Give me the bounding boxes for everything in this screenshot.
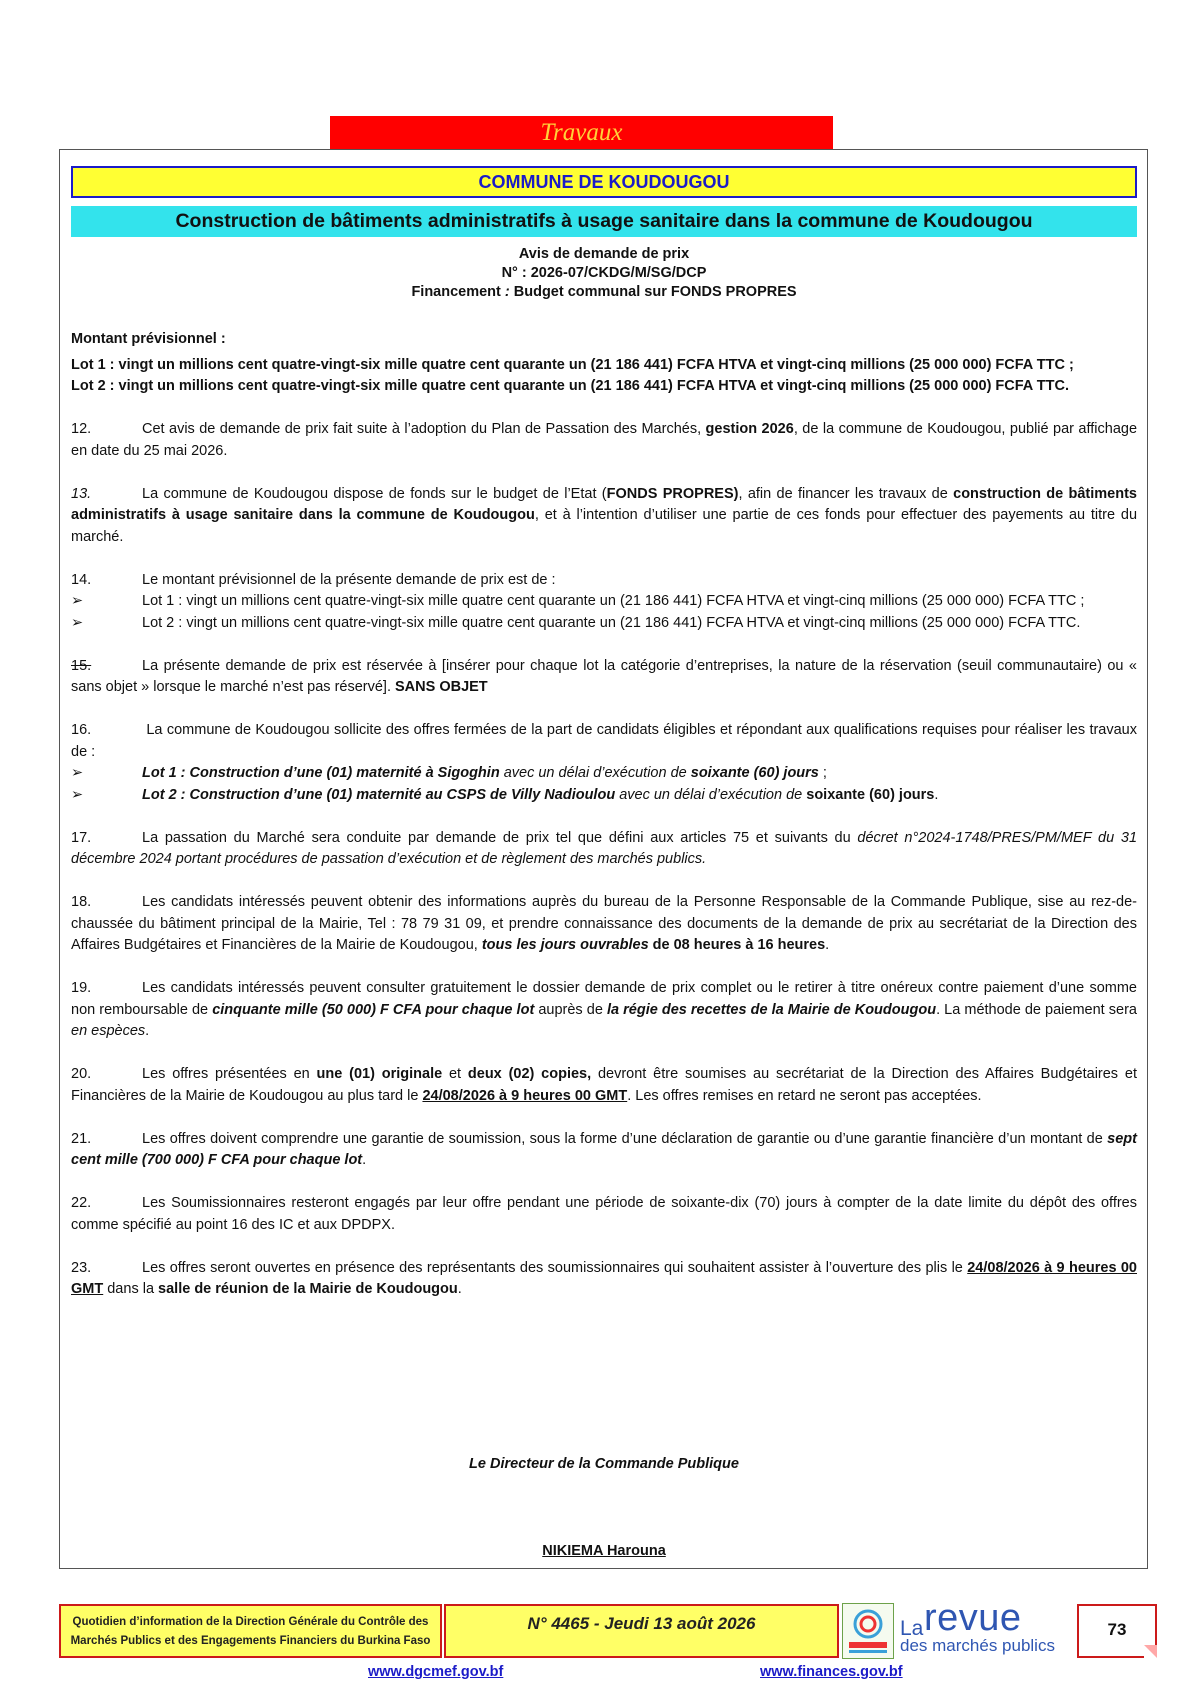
text-bold-italic: Lot 2 : Construction d’une (01) maternité au CSPS de Villy Nadioulou <box>142 786 616 803</box>
paragraph-23 <box>71 1258 1137 1301</box>
financing-value: Budget communal sur FONDS PROPRES <box>513 284 797 300</box>
text: Les candidats intéressés peuvent consulter gratuitement le dossier demande de prix complet ou le retirer à titre onéreux contre paiement d’une somme non remboursable de <box>71 980 1137 1018</box>
text: ; <box>818 765 827 781</box>
text: . <box>457 1281 462 1297</box>
page-number: 73 <box>1107 1620 1127 1639</box>
text-italic: avec un délai d’exécution de <box>499 765 691 781</box>
text: La commune de Koudougou dispose de fonds sur le budget de l’Etat ( <box>142 485 607 502</box>
text-bold-underline: 24/08/2026 à 9 heures 00 GMT <box>71 1259 1137 1297</box>
footer-issue: N° 4465 - Jeudi 13 août 2026 <box>444 1604 839 1658</box>
text: . <box>934 786 939 803</box>
text: Le montant prévisionnel de la présente demande de prix est de : <box>142 571 556 588</box>
text: Les offres présentées en <box>142 1066 317 1082</box>
paragraph-number: 20. <box>71 1066 92 1082</box>
text-bold: gestion 2026 <box>705 421 794 437</box>
text: auprès de <box>534 1001 607 1018</box>
text: Cet avis de demande de prix fait suite à l’adoption du Plan de Passation des Marchés, <box>142 421 706 437</box>
amount-lot2: Lot 2 : vingt un millions cent quatre-vingt-six mille quatre cent quarante un (21 186 441) FCFA HTVA et vingt-cinq millions (25 000 000) FCFA TTC. <box>71 378 1069 394</box>
paragraph-number: 21. <box>71 1130 92 1147</box>
text-bold: soixante (60) jours <box>806 786 935 803</box>
amount-lot1: Lot 1 : vingt un millions cent quatre-vingt-six mille quatre cent quarante un (21 186 441) FCFA HTVA et vingt-cinq millions (25 000 000) FCFA TTC ; <box>71 356 1074 373</box>
financing-label: Financement <box>411 284 501 300</box>
paragraph-number: 15. <box>71 657 92 674</box>
amount-label: Montant prévisionnel : <box>71 331 226 347</box>
paragraph-21 <box>71 1129 1137 1172</box>
paragraph-14 <box>71 570 1137 592</box>
paragraph-15 <box>71 656 1137 699</box>
arrow-bullet-icon: ➢ <box>71 614 84 631</box>
logo-revue: revue <box>924 1597 1022 1639</box>
notice-body <box>71 329 1137 1322</box>
text: . La méthode de paiement sera <box>936 1001 1137 1018</box>
text: Les candidats intéressés peuvent obtenir des informations auprès du bureau de la Personne Responsable de la Commande Publique, sise au rez-de-chaussée du bâtiment principal de la Mairie, Tel : 78 79 31 09, et prendre connaissance des documents de la demande de prix au secrétariat de la Direction des Affaires Budgétaires et Financières de la Mairie de Koudougou, <box>71 894 1137 953</box>
text-bold-italic: Lot 1 : Construction d’une (01) maternité à Sigoghin <box>142 765 500 781</box>
section-banner: Travaux <box>330 116 833 149</box>
paragraph-22 <box>71 1193 1137 1236</box>
paragraph-number: 23. <box>71 1259 92 1276</box>
text: La présente demande de prix est réservée à [insérer pour chaque lot la catégorie d’entreprises, la nature de la réservation (seuil communautaire) ou « sans objet » lorsque le marché n’est pas réservé]. <box>71 657 1137 695</box>
text-bold: de 08 heures à 16 heures <box>648 937 826 953</box>
text: La passation du Marché sera conduite par demande de prix tel que défini aux articles 75 et suivants du <box>142 829 858 846</box>
text: . Les offres remises en retard ne seront pas acceptées. <box>627 1087 982 1104</box>
text-bold-italic: soixante (60) jours <box>690 765 819 781</box>
text: Les offres doivent comprendre une garantie de soumission, sous la forme d’une déclaration de garantie ou d’une garantie financière d’un montant de <box>142 1130 1108 1147</box>
financing-sep: : <box>500 284 514 300</box>
dgcmef-emblem-icon <box>842 1603 894 1659</box>
arrow-bullet-icon: ➢ <box>71 786 84 803</box>
paragraph-13 <box>71 484 1137 549</box>
text-bold-italic: sept cent mille (700 000) F CFA pour chaque lot <box>71 1130 1137 1168</box>
arrow-bullet-icon: ➢ <box>71 765 84 781</box>
text: devront être soumises au secrétariat de la Direction des Affaires Budgétaires et Financières de la Mairie de Koudougou au plus tard le <box>71 1066 1137 1104</box>
text: , afin de financer les travaux de <box>738 485 954 502</box>
text: Lot 1 : vingt un millions cent quatre-vingt-six mille quatre cent quarante un (21 186 441) FCFA HTVA et vingt-cinq millions (25 000 000) FCFA TTC ; <box>142 593 1085 609</box>
notice-header <box>71 245 1137 302</box>
notice-number: N° : 2026-07/CKDG/M/SG/DCP <box>501 265 707 281</box>
page-fold-corner <box>1144 1645 1157 1658</box>
commune-title: COMMUNE DE KOUDOUGOU <box>71 166 1137 198</box>
paragraph-number: 17. <box>71 829 92 846</box>
paragraph-14-lot2 <box>71 613 1137 635</box>
page-number-box <box>1077 1604 1157 1658</box>
footer-publisher <box>59 1604 442 1658</box>
text-bold: construction de bâtiments administratifs à usage sanitaire dans la commune de Koudougou <box>71 485 1138 523</box>
text: et <box>442 1066 468 1082</box>
link-finances[interactable]: www.finances.gov.bf <box>760 1664 903 1680</box>
text-bold: SANS OBJET <box>395 679 488 695</box>
revue-logo <box>842 1597 1068 1659</box>
paragraph-20 <box>71 1064 1137 1107</box>
link-dgcmef[interactable]: www.dgcmef.gov.bf <box>368 1664 504 1680</box>
text: Lot 2 : vingt un millions cent quatre-vingt-six mille quatre cent quarante un (21 186 441) FCFA HTVA et vingt-cinq millions (25 000 000) FCFA TTC. <box>142 614 1081 631</box>
text-bold-italic: tous les jours ouvrables <box>481 937 649 953</box>
text: dans la <box>103 1281 159 1297</box>
text-italic: décret n°2024-1748/PRES/PM/MEF du 31 décembre 2024 portant procédures de passation d’exécution et de règlement des marchés publics. <box>71 829 1138 867</box>
text: , et à l’intention d’utiliser une partie de ces fonds pour effectuer des payements au titre du marché. <box>71 507 1138 545</box>
text-bold-italic: la régie des recettes de la Mairie de Koudougou <box>606 1001 937 1018</box>
text: Les Soumissionnaires resteront engagés par leur offre pendant une période de soixante-dix (70) jours à compter de la date limite du dépôt des offres comme spécifié au point 16 des IC et aux DPDPX. <box>71 1195 1137 1233</box>
text: , de la commune de Koudougou, publié par affichage en date du 25 mai 2026. <box>71 421 1138 459</box>
paragraph-16-lot2 <box>71 785 1137 807</box>
text: Les offres seront ouvertes en présence des représentants des soumissionnaires qui souhaitent assister à l’ouverture des plis le <box>142 1259 968 1276</box>
project-title: Construction de bâtiments administratifs à usage sanitaire dans la commune de Koudougou <box>71 206 1137 237</box>
footer-publisher-line: Marchés Publics et des Engagements Financiers du Burkina Faso <box>70 1635 431 1647</box>
emblem-graphic <box>843 1604 893 1658</box>
paragraph-14-lot1 <box>71 591 1137 613</box>
text: La commune de Koudougou sollicite des offres fermées de la part de candidats éligibles et répondant aux qualifications requises pour réaliser les travaux de : <box>71 722 1137 760</box>
footer-publisher-line: Quotidien d’information de la Direction Générale du Contrôle des <box>72 1616 429 1628</box>
paragraph-16 <box>71 720 1137 763</box>
logo-marches-publics: des marchés publics <box>900 1636 1055 1655</box>
paragraph-number: 16. <box>71 722 92 738</box>
text-bold-underline: 24/08/2026 à 9 heures 00 GMT <box>422 1087 628 1104</box>
financing-line <box>71 283 1137 302</box>
paragraph-19 <box>71 978 1137 1043</box>
text-bold: une (01) originale <box>316 1066 443 1082</box>
text-bold: salle de réunion de la Mairie de Koudougou <box>158 1281 458 1297</box>
text: . <box>145 1023 150 1039</box>
text-italic: en espèces <box>71 1023 146 1039</box>
paragraph-number: 19. <box>71 980 92 996</box>
paragraph-number: 18. <box>71 894 92 910</box>
paragraph-16-lot1 <box>71 763 1137 785</box>
signatory-name: NIKIEMA Harouna <box>542 1543 666 1559</box>
text-bold: deux (02) copies, <box>467 1066 592 1082</box>
paragraph-number: 13. <box>71 485 92 502</box>
text-italic: avec un délai d’exécution de <box>615 786 807 803</box>
revue-wordmark <box>900 1597 1068 1659</box>
text: . <box>825 937 830 953</box>
signatory-title: Le Directeur de la Commande Publique <box>469 1456 739 1472</box>
paragraph-number: 22. <box>71 1195 92 1211</box>
paragraph-17 <box>71 828 1137 871</box>
paragraph-number: 14. <box>71 571 92 588</box>
notice-type: Avis de demande de prix <box>518 246 690 262</box>
text-bold-italic: cinquante mille (50 000) F CFA pour chaque lot <box>212 1001 535 1018</box>
paragraph-number: 12. <box>71 421 92 437</box>
text: . <box>362 1152 367 1168</box>
paragraph-18 <box>71 892 1137 957</box>
paragraph-12 <box>71 419 1137 462</box>
logo-la: La <box>900 1617 924 1640</box>
arrow-bullet-icon: ➢ <box>71 593 84 609</box>
text-bold: FONDS PROPRES) <box>606 485 739 502</box>
